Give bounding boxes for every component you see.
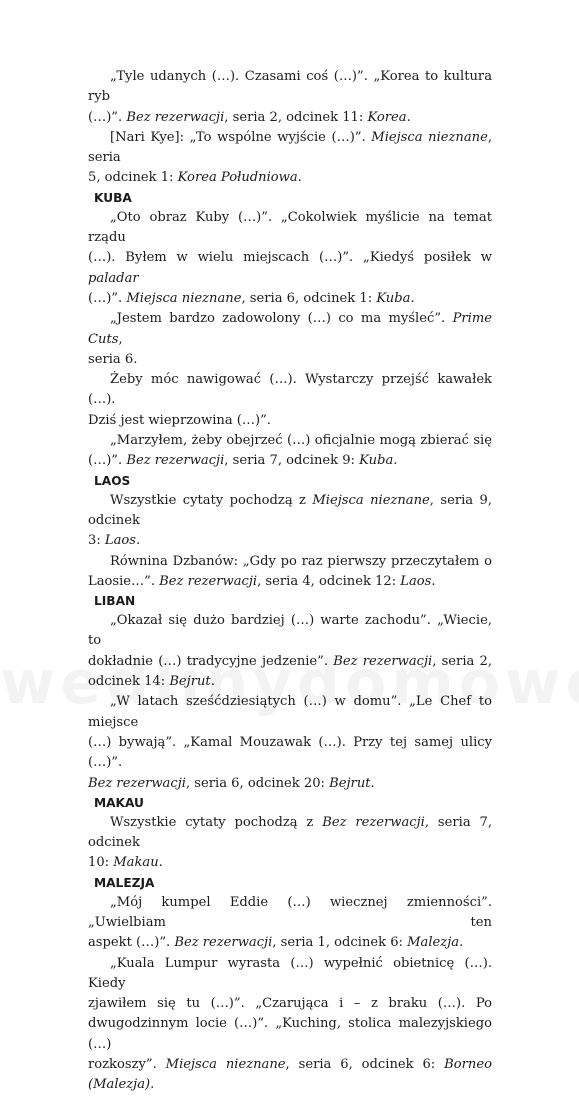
italic-title: Bez rezerwacji [333, 653, 433, 669]
italic-title: Bez rezerwacji [126, 453, 225, 469]
text-line [88, 572, 492, 592]
text-run: 5, odcinek 1: [88, 170, 178, 186]
text-line [88, 672, 492, 692]
text-run: , [118, 331, 123, 347]
text-run: . [370, 775, 375, 791]
text-run: , seria 2, [432, 653, 493, 669]
book-page [88, 67, 492, 1096]
italic-title: Korea Południowa [177, 170, 298, 186]
italic-title: Miejsca nieznane [165, 1057, 286, 1073]
text-line [88, 451, 492, 471]
quote-paragraph [88, 692, 492, 793]
text-run: . [297, 170, 302, 186]
text-run: , seria 1, odcinek 6: [272, 935, 408, 951]
text-line [88, 431, 492, 451]
text-line [88, 248, 492, 289]
italic-title: Bez rezerwacji [126, 109, 225, 125]
text-run: [Nari Kye]: „To wspólne wyjście (…)”. [110, 129, 372, 145]
text-run: . [393, 453, 398, 469]
text-run: aspekt (…)”. [88, 935, 175, 951]
text-line [88, 853, 492, 873]
text-line [88, 994, 492, 1014]
section-heading: KUBA [94, 190, 132, 205]
text-run: dokładnie (…) tradycyjne jedzenie”. [88, 653, 334, 669]
italic-title: Bez rezerwacji [88, 775, 186, 791]
text-run: „Kuala Lumpur wyrasta (…) wypełnić obietnicę (…). Kiedy [88, 955, 492, 991]
text-line [88, 893, 492, 934]
italic-title: paladar [88, 270, 139, 286]
text-run: , seria 9, odcinek [88, 492, 492, 528]
italic-title: Makau [113, 855, 159, 871]
text-line [88, 168, 492, 188]
text-run: . [459, 935, 464, 951]
italic-title: Bez rezerwacji [159, 573, 258, 589]
quote-paragraph [88, 813, 492, 874]
text-run: seria 6. [88, 351, 138, 367]
text-run: Laosie…”. [88, 573, 160, 589]
text-run: , seria 2, odcinek 11: [224, 109, 368, 125]
text-line [88, 208, 492, 249]
text-line [88, 552, 492, 572]
text-line [88, 108, 492, 128]
quote-paragraph [88, 611, 492, 692]
italic-title: Kuba [359, 453, 394, 469]
text-line [88, 1014, 492, 1055]
text-run: „Jestem bardzo zadowolony (…) co ma myśleć”. [110, 311, 453, 327]
text-run: „Tyle udanych (…). Czasami coś (…)”. „Korea to kultura ryb [88, 69, 492, 105]
quote-paragraph [88, 67, 492, 128]
text-run: odcinek 14: [88, 674, 170, 690]
text-line [88, 531, 492, 551]
italic-title: Korea [367, 109, 407, 125]
text-line [88, 411, 492, 431]
text-run: . [136, 533, 141, 549]
italic-title: Bejrut [169, 674, 211, 690]
text-line [88, 289, 492, 309]
text-run: „Okazał się dużo bardziej (…) warte zachodu”. „Wiecie, to [88, 613, 492, 649]
text-run: dwugodzinnym locie (…)”. „Kuching, stolica malezyjskiego (…) [88, 1016, 492, 1052]
quote-paragraph [88, 128, 492, 189]
text-run: „W latach sześćdziesiątych (…) w domu”. „Le Chef to miejsce [88, 694, 492, 730]
text-run: (…)”. [88, 290, 127, 306]
text-run: 10: [88, 855, 114, 871]
quote-paragraph [88, 309, 492, 370]
text-run: . [410, 290, 415, 306]
quote-paragraph [88, 491, 492, 552]
text-run: . [158, 855, 163, 871]
text-run: , seria 7, odcinek [88, 814, 492, 851]
text-run: Wszystkie cytaty pochodzą z [110, 492, 313, 508]
text-line [88, 733, 492, 774]
text-run: (…). Byłem w wielu miejscach (…)”. „Kiedyś posiłek w [88, 250, 492, 266]
text-line [88, 774, 492, 794]
quote-paragraph [88, 208, 492, 309]
italic-title: Miejsca nieznane [126, 290, 242, 306]
section-heading: LAOS [94, 473, 131, 488]
text-line [88, 1055, 492, 1096]
text-run: , seria 6, odcinek 20: [185, 775, 330, 791]
text-run: Wszystkie cytaty pochodzą z [110, 814, 323, 830]
quote-paragraph [88, 893, 492, 954]
text-line [88, 309, 492, 350]
italic-title: Bez rezerwacji [322, 814, 425, 830]
text-run: . [406, 109, 411, 125]
italic-title: Laos [400, 573, 432, 589]
text-run: . [150, 1077, 155, 1093]
text-line [88, 933, 492, 953]
text-run: Równina Dzbanów: „Gdy po raz pierwszy przeczytałem o [110, 553, 492, 569]
text-run: Dziś jest wieprzowina (…)”. [88, 412, 271, 428]
italic-title: Borneo (Malezja) [88, 1057, 492, 1093]
quote-paragraph [88, 552, 492, 593]
section-heading: MAKAU [94, 795, 144, 810]
text-line [88, 128, 492, 169]
text-run: Żeby móc nawigować (…). Wystarczy przejść kawałek (…). [88, 372, 492, 408]
text-line [88, 67, 492, 108]
quote-paragraph [88, 370, 492, 431]
quote-paragraph [88, 431, 492, 472]
text-run: (…) bywają”. „Kamal Mouzawak (…). Przy tej samej ulicy (…)”. [88, 734, 492, 771]
text-run: , seria 6, odcinek 1: [241, 290, 377, 306]
text-run: , seria 6, odcinek 6: [285, 1057, 445, 1073]
text-run: , seria [88, 129, 492, 166]
text-line [88, 611, 492, 652]
text-line [88, 954, 492, 995]
text-run: (…)”. [88, 453, 127, 469]
italic-title: Miejsca nieznane [371, 129, 488, 145]
text-run: „Marzyłem, żeby obejrzeć (…) oficjalnie mogą zbierać się [110, 433, 492, 449]
text-run: 3: [88, 533, 105, 549]
text-run: , seria 7, odcinek 9: [224, 453, 360, 469]
italic-title: Malezja [407, 935, 460, 951]
italic-title: Laos [104, 533, 137, 549]
text-run: . [431, 573, 436, 589]
text-run: . [210, 674, 215, 690]
text-run: „Oto obraz Kuby (…)”. „Cokolwiek myślicie na temat rządu [88, 209, 492, 246]
text-run: , seria 4, odcinek 12: [257, 573, 401, 589]
italic-title: Prime Cuts [88, 311, 492, 347]
text-line [88, 813, 492, 854]
italic-title: Miejsca nieznane [312, 492, 430, 508]
text-line [88, 491, 492, 532]
text-run: rozkoszy”. [88, 1057, 166, 1073]
text-line [88, 652, 492, 672]
italic-title: Kuba [376, 290, 411, 306]
text-run: zjawiłem się tu (…)”. „Czarująca i – z braku (…). Po [88, 996, 492, 1012]
text-line [88, 692, 492, 733]
section-heading: MALEZJA [94, 875, 155, 890]
quote-paragraph [88, 954, 492, 1096]
text-run: (…)”. [88, 109, 127, 125]
text-line [88, 350, 492, 370]
italic-title: Bejrut [329, 775, 371, 791]
section-heading: LIBAN [94, 594, 136, 609]
italic-title: Bez rezerwacji [174, 935, 273, 951]
text-run: „Mój kumpel Eddie (…) wiecznej zmienności”. „Uwielbiam ten [88, 894, 492, 930]
text-line [88, 370, 492, 411]
